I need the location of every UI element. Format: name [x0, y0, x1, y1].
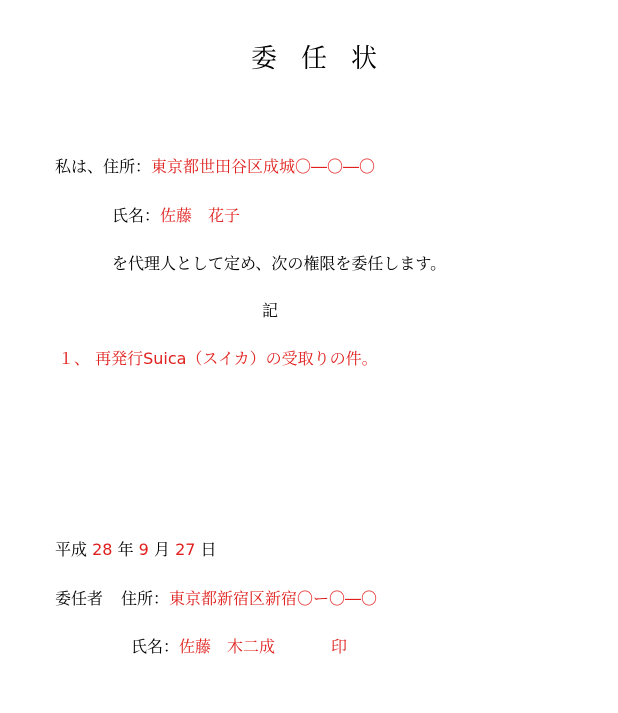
- delegation-statement: [112, 253, 446, 275]
- delegator-name-value: 佐藤 木二成: [179, 637, 276, 656]
- date-month-unit: 月: [153, 540, 170, 559]
- ki-heading: [262, 300, 278, 322]
- date-era: 平成: [55, 540, 88, 559]
- seal-mark: 印: [331, 637, 348, 656]
- date-month: 9: [138, 540, 149, 559]
- statement-text: を代理人として定め、次の権限を委任します。: [112, 254, 447, 273]
- title-char-3: 状: [351, 44, 378, 74]
- delegator-name-line: [131, 636, 347, 658]
- delegator-address-label: 住所：: [121, 589, 170, 608]
- principal-intro: 私は、: [55, 157, 104, 176]
- title-char-2: 任: [301, 44, 328, 74]
- date-year-unit: 年: [117, 540, 134, 559]
- title-char-1: 委: [251, 44, 278, 74]
- principal-name-label: 氏名：: [112, 206, 161, 225]
- principal-address-value: 東京都世田谷区成城〇―〇―〇: [151, 157, 376, 176]
- principal-address-line: [55, 156, 375, 178]
- date-line: [55, 539, 217, 561]
- delegator-label: 委任者: [55, 589, 104, 608]
- ki-text: 記: [262, 301, 279, 320]
- delegator-name-label: 氏名：: [131, 637, 180, 656]
- delegator-address-value: 東京都新宿区新宿〇ー〇―〇: [169, 589, 378, 608]
- item-text: １、 再発行Suica（スイカ）の受取りの件。: [58, 349, 378, 368]
- date-day: 27: [175, 540, 196, 559]
- principal-name-value: 佐藤 花子: [160, 206, 241, 225]
- principal-address-label: 住所：: [103, 157, 152, 176]
- date-day-unit: 日: [200, 540, 217, 559]
- principal-name-line: [112, 205, 240, 227]
- delegated-item: [58, 348, 378, 370]
- document-title: [251, 42, 377, 76]
- delegator-address-line: [55, 588, 377, 610]
- date-year: 28: [92, 540, 113, 559]
